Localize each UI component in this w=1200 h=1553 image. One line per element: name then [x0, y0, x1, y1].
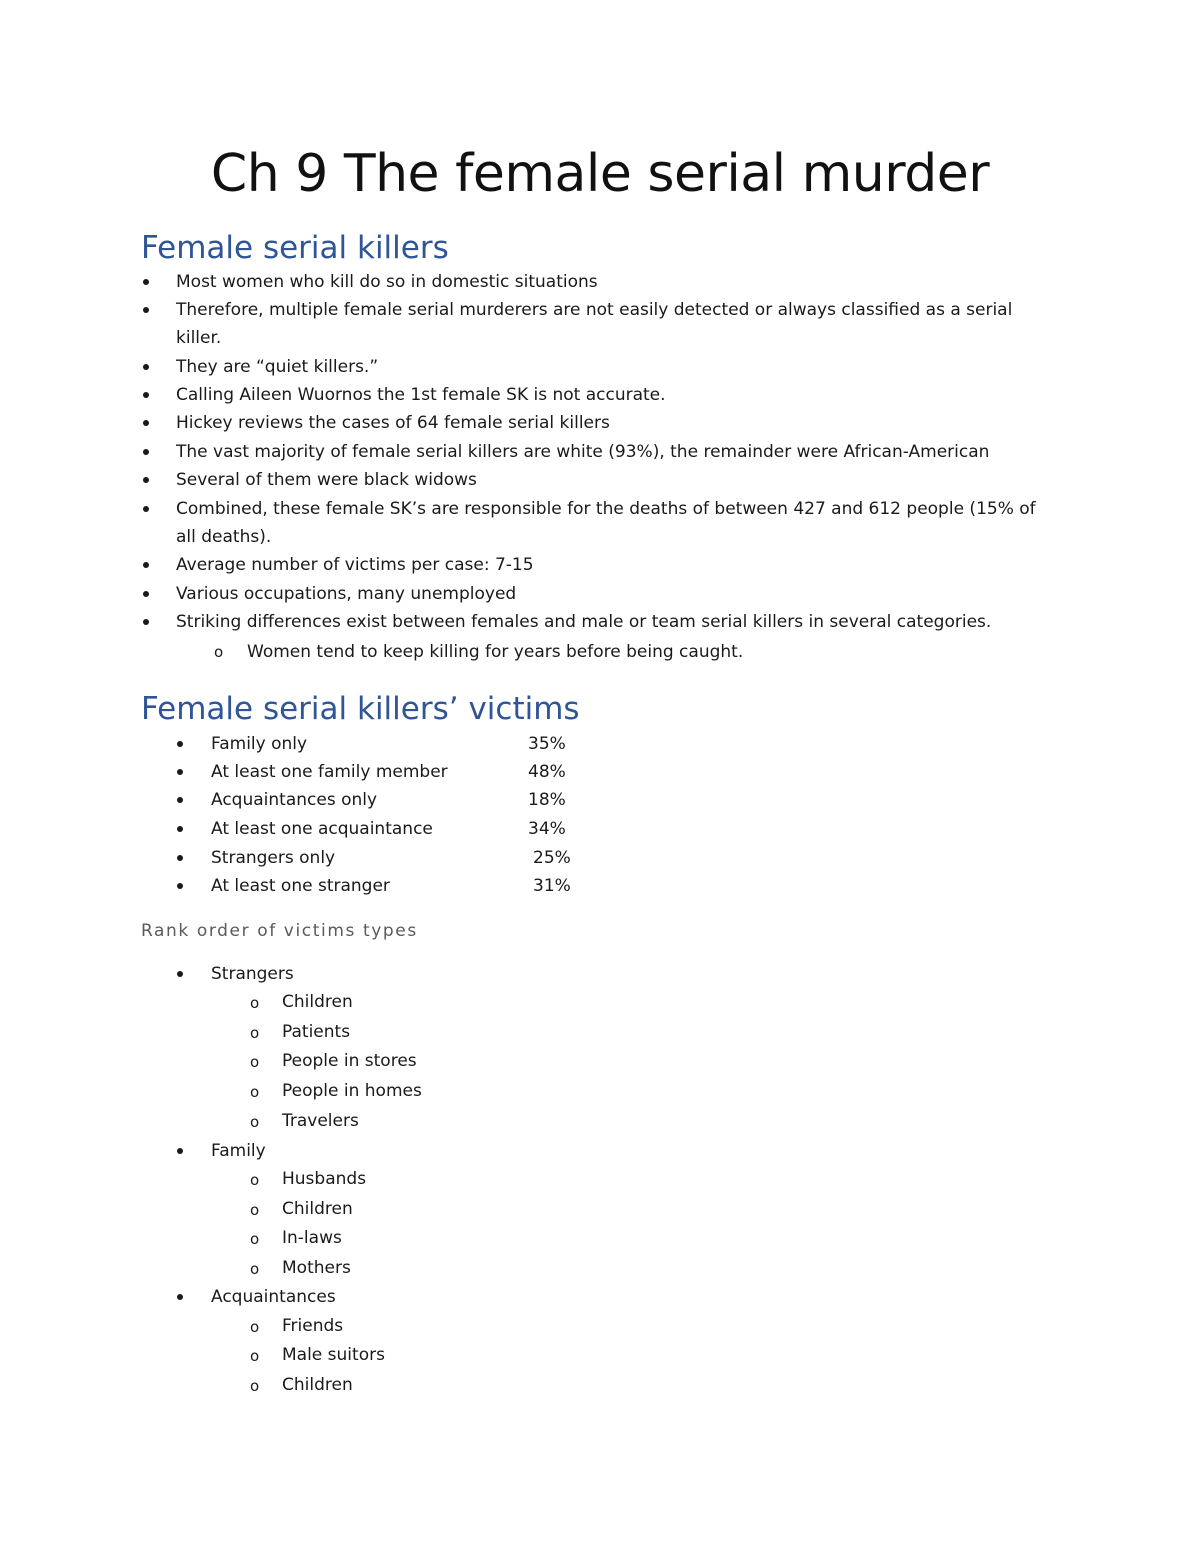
victim-row-label: At least one acquaintance [211, 819, 433, 839]
list-item: The vast majority of female serial killers are white (93%), the remainder were African-American [176, 442, 990, 462]
list-item-continuation: killer. [176, 328, 222, 348]
list-item: Therefore, multiple female serial murderers are not easily detected or always classified as a serial [176, 300, 1013, 320]
bullet-icon [143, 449, 149, 455]
bullet-icon [177, 797, 183, 803]
bullet-icon [143, 392, 149, 398]
victim-row-value: 31% [533, 876, 571, 896]
bullet-icon [143, 477, 149, 483]
sub-bullet-icon: o [250, 1083, 260, 1101]
sub-bullet-icon: o [250, 1260, 260, 1278]
bullet-icon [177, 826, 183, 832]
rank-sub-item: Mothers [282, 1258, 351, 1278]
victim-row-value: 25% [533, 848, 571, 868]
victim-row-value: 35% [528, 734, 566, 754]
rank-sub-item: Travelers [282, 1111, 359, 1131]
bullet-icon [143, 420, 149, 426]
list-item: Combined, these female SK’s are responsible for the deaths of between 427 and 612 people (15% of [176, 499, 1036, 519]
sub-bullet-icon: o [250, 1171, 260, 1189]
bullet-icon [143, 562, 149, 568]
list-item: They are “quiet killers.” [176, 357, 379, 377]
victim-row-label: Family only [211, 734, 308, 754]
rank-sub-item: Children [282, 1199, 353, 1219]
rank-sub-item: Patients [282, 1022, 351, 1042]
list-item: Calling Aileen Wuornos the 1st female SK is not accurate. [176, 385, 666, 405]
sub-bullet-icon: o [250, 1201, 260, 1219]
bullet-icon [177, 1294, 183, 1300]
list-item: Various occupations, many unemployed [176, 584, 517, 604]
rank-sub-item: Husbands [282, 1169, 367, 1189]
bullet-icon [177, 741, 183, 747]
victim-row-label: At least one family member [211, 762, 448, 782]
list-item: Average number of victims per case: 7-15 [176, 555, 534, 575]
bullet-icon [177, 769, 183, 775]
bullet-icon [143, 364, 149, 370]
rank-sub-item: In-laws [282, 1228, 342, 1248]
bullet-icon [143, 506, 149, 512]
list-item: Striking differences exist between females and male or team serial killers in several categories. [176, 612, 992, 632]
bullet-icon [143, 307, 149, 313]
victim-row-value: 18% [528, 790, 566, 810]
list-item: Most women who kill do so in domestic situations [176, 272, 598, 292]
bullet-icon [143, 619, 149, 625]
sub-bullet-icon: o [250, 1113, 260, 1131]
rank-order-heading: Rank order of victims types [141, 921, 418, 941]
bullet-icon [177, 1148, 183, 1154]
section-heading-female-serial-killers: Female serial killers [141, 230, 449, 266]
bullet-icon [143, 279, 149, 285]
victim-row-label: Acquaintances only [211, 790, 378, 810]
victim-row-label: At least one stranger [211, 876, 390, 896]
victim-row-value: 34% [528, 819, 566, 839]
rank-sub-item: Children [282, 1375, 353, 1395]
sub-bullet-icon: o [250, 1318, 260, 1336]
bullet-icon [143, 591, 149, 597]
section-heading-victims: Female serial killers’ victims [141, 691, 580, 727]
sub-bullet-icon: o [250, 1377, 260, 1395]
victim-row-label: Strangers only [211, 848, 336, 868]
sub-bullet-icon: o [250, 1230, 260, 1248]
rank-sub-item: People in stores [282, 1051, 417, 1071]
sub-list-item: Women tend to keep killing for years before being caught. [247, 642, 744, 662]
rank-sub-item: People in homes [282, 1081, 422, 1101]
rank-group-label: Acquaintances [211, 1287, 336, 1307]
page-title: Ch 9 The female serial murder [210, 144, 990, 204]
bullet-icon [177, 855, 183, 861]
bullet-icon [177, 883, 183, 889]
rank-sub-item: Friends [282, 1316, 344, 1336]
victim-row-value: 48% [528, 762, 566, 782]
sub-bullet-icon: o [250, 1053, 260, 1071]
sub-bullet-icon: o [250, 1024, 260, 1042]
sub-bullet-icon: o [214, 643, 224, 661]
sub-bullet-icon: o [250, 994, 260, 1012]
list-item: Several of them were black widows [176, 470, 477, 490]
rank-group-label: Strangers [211, 964, 294, 984]
rank-group-label: Family [211, 1141, 266, 1161]
list-item: Hickey reviews the cases of 64 female serial killers [176, 413, 610, 433]
rank-sub-item: Male suitors [282, 1345, 385, 1365]
list-item-continuation: all deaths). [176, 527, 272, 547]
sub-bullet-icon: o [250, 1347, 260, 1365]
bullet-icon [177, 971, 183, 977]
rank-sub-item: Children [282, 992, 353, 1012]
